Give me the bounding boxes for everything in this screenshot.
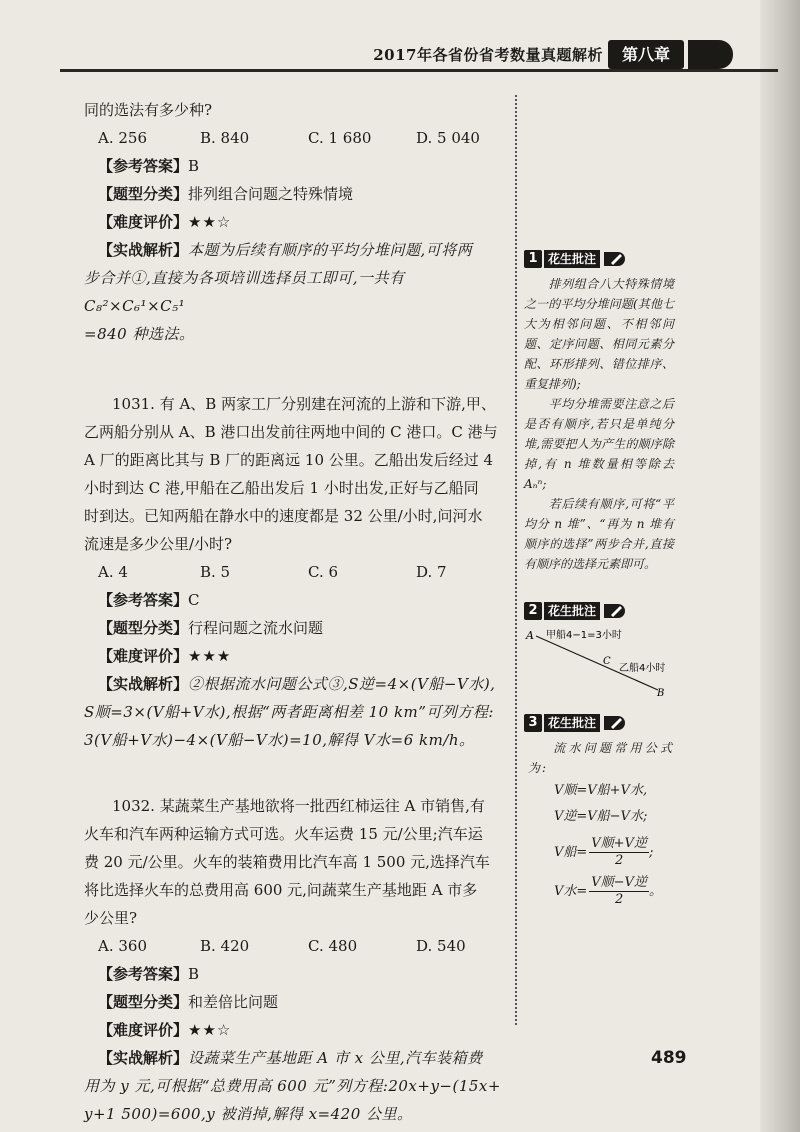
formula-3-lhs: V船=: [554, 844, 588, 860]
pen-icon: [602, 714, 628, 732]
option-d: D. 5 040: [416, 129, 480, 147]
answer-value: B: [188, 157, 200, 175]
q1032-line-5: 少公里?: [84, 909, 138, 927]
running-header: [60, 38, 778, 70]
q1032-line-1: 1032. 某蔬菜生产基地欲将一批西红柿运往 A 市销售,有: [112, 797, 485, 815]
analysis-line-3: =840 种选法。: [84, 325, 195, 343]
point-b: B: [657, 688, 665, 696]
label-boat-yi: 乙船4小时: [619, 663, 666, 674]
q1030-difficulty: [84, 208, 504, 236]
pen-icon: [602, 602, 628, 620]
analysis-line-1: ②根据流水问题公式③,S逆=4×(V船−V水),: [188, 675, 496, 693]
side-note-3: [524, 712, 674, 914]
note-number: 1: [524, 250, 542, 268]
q1031-line-5: 时到达。已知两船在静水中的速度都是 32 公里/小时,问河水: [84, 507, 483, 525]
header-title: 2017年各省份省考数量真题解析: [373, 46, 603, 64]
header-rule: [60, 69, 778, 72]
formula-4-denominator: 2: [614, 892, 624, 907]
q1032-line-3: 费 20 元/公里。火车的装箱费用比汽车高 1 500 元,选择汽车: [84, 853, 490, 871]
option-c: C. 1 680: [308, 129, 372, 147]
chapter-tab: [688, 40, 733, 69]
formula-4-numerator: V顺−V逆: [591, 875, 647, 890]
q1032-analysis: [84, 1044, 504, 1072]
note-number: 3: [524, 714, 542, 732]
answer-value: C: [188, 591, 200, 609]
type-label: 【题型分类】: [98, 993, 189, 1011]
difficulty-label: 【难度评价】: [98, 647, 189, 665]
side-note-1: [524, 248, 674, 574]
analysis-line-1: 本题为后续有顺序的平均分堆问题,可将两: [188, 241, 473, 259]
q1031-analysis: [84, 670, 504, 698]
formula-2: V逆=V船−V水;: [554, 809, 648, 824]
analysis-label: 【实战解析】: [98, 241, 189, 259]
analysis-line-1: 设蔬菜生产基地距 A 市 x 公里,汽车装箱费: [188, 1049, 483, 1067]
note-body: [524, 274, 674, 574]
type-value: 排列组合问题之特殊情境: [188, 185, 354, 203]
q1032-type: [84, 988, 504, 1016]
option-a: A. 360: [98, 937, 147, 955]
note-header: [524, 712, 674, 734]
side-note-2: [524, 600, 674, 702]
difficulty-stars: ★★☆: [188, 213, 232, 231]
analysis-line-2: S顺=3×(V船+V水),根据“两者距离相差 10 km”可列方程:: [84, 703, 494, 721]
note-title: 花生批注: [544, 714, 600, 732]
analysis-line-2: 步合并①,直接为各项培训选择员工即可,一共有 C₈²×C₆¹×C₅¹: [84, 269, 405, 315]
type-value: 和差倍比问题: [188, 993, 279, 1011]
analysis-label: 【实战解析】: [98, 1049, 189, 1067]
q1031-options: [84, 558, 504, 586]
q1031-answer: [84, 586, 504, 614]
option-d: D. 7: [416, 563, 447, 581]
page-edge: [760, 0, 800, 1132]
q1032-options: [84, 932, 504, 960]
main-column: [84, 96, 504, 1128]
option-c: C. 6: [308, 563, 339, 581]
q1031-line-2: 乙两船分别从 A、B 港口出发前往两地中间的 C 港口。C 港与: [84, 423, 498, 441]
q1031-type: [84, 614, 504, 642]
q1032-line-2: 火车和汽车两种运输方式可选。火车运费 15 元/公里;汽车运: [84, 825, 483, 843]
formula-3: V船= V顺+V逆 2 ;: [554, 836, 654, 868]
note-paragraph-1: 排列组合八大特殊情境之一的平均分堆问题(其他七大为相邻问题、不相邻问题、定序问题、相同元素分配、环形排列、错位排序、重复排列);: [524, 277, 674, 391]
q1031-line-6: 流速是多少公里/小时?: [84, 535, 233, 553]
answer-label: 【参考答案】: [98, 157, 189, 175]
q1032-answer: [84, 960, 504, 988]
q1030-options: [84, 124, 504, 152]
note-paragraph-3: 若后续有顺序,可将“平均分 n 堆”、“再为 n 堆有顺序的选择”两步合并,直接有顺序的选择元素即可。: [524, 497, 674, 571]
type-label: 【题型分类】: [98, 619, 189, 637]
option-b: B. 840: [200, 129, 250, 147]
answer-value: B: [188, 965, 200, 983]
q1031-line-1: 1031. 有 A、B 两家工厂分别建在河流的上游和下游,甲、: [112, 395, 496, 413]
label-boat-jia: 甲船4−1=3小时: [546, 630, 622, 641]
note-number: 2: [524, 602, 542, 620]
option-a: A. 4: [98, 563, 128, 581]
q1031-line-4: 小时到达 C 港,甲船在乙船出发后 1 小时出发,正好与乙船同: [84, 479, 479, 497]
difficulty-stars: ★★☆: [188, 1021, 232, 1039]
q1032-difficulty: [84, 1016, 504, 1044]
q1032-line-4: 将比选择火车的总费用高 600 元,问蔬菜生产基地距 A 市多: [84, 881, 478, 899]
point-c: C: [603, 656, 611, 667]
answer-label: 【参考答案】: [98, 965, 189, 983]
page-number: 489: [651, 1048, 687, 1068]
note-intro-text: 流水问题常用公式为:: [528, 741, 674, 775]
option-d: D. 540: [416, 937, 466, 955]
note-paragraph-2: 平均分堆需要注意之后是否有顺序,若只是单纯分堆,需要把人为产生的顺序除掉,有 n 堆数量相等除去 Aₙⁿ;: [524, 397, 674, 491]
q1030-answer: [84, 152, 504, 180]
note-title: 花生批注: [544, 250, 600, 268]
analysis-line-2: 用为 y 元,可根据“总费用高 600 元”列方程:20x+y−(15x+: [84, 1077, 501, 1095]
analysis-label: 【实战解析】: [98, 675, 189, 693]
q1030-analysis: [84, 236, 504, 264]
difficulty-label: 【难度评价】: [98, 1021, 189, 1039]
formula-3-numerator: V顺+V逆: [591, 836, 647, 851]
note-header: [524, 600, 674, 622]
type-value: 行程问题之流水问题: [188, 619, 324, 637]
note-intro: [524, 738, 674, 778]
column-divider: [515, 95, 519, 1025]
analysis-line-3: y+1 500)=600,y 被消掉,解得 x=420 公里。: [84, 1105, 413, 1123]
type-label: 【题型分类】: [98, 185, 189, 203]
q1031-line-3: A 厂的距离比其与 B 厂的距离远 10 公里。乙船出发后经过 4: [84, 451, 494, 469]
q1030-continuation: 同的选法有多少种?: [84, 101, 213, 119]
option-b: B. 5: [200, 563, 231, 581]
point-a: A: [526, 629, 534, 642]
note-title: 花生批注: [544, 602, 600, 620]
formula-4: V水= V顺−V逆 2 。: [554, 875, 662, 907]
formula-4-lhs: V水=: [554, 883, 588, 899]
option-a: A. 256: [98, 129, 147, 147]
river-diagram: [524, 626, 674, 696]
note-header: [524, 248, 674, 270]
chapter-badge: 第八章: [608, 40, 684, 69]
answer-label: 【参考答案】: [98, 591, 189, 609]
formula-1: V顺=V船+V水,: [554, 783, 648, 798]
q1030-type: [84, 180, 504, 208]
difficulty-stars: ★★★: [188, 647, 232, 665]
formula-3-denominator: 2: [614, 853, 624, 868]
q1031-difficulty: [84, 642, 504, 670]
analysis-line-3: 3(V船+V水)−4×(V船−V水)=10,解得 V水=6 km/h。: [84, 731, 475, 749]
option-b: B. 420: [200, 937, 250, 955]
option-c: C. 480: [308, 937, 358, 955]
pen-icon: [602, 250, 628, 268]
difficulty-label: 【难度评价】: [98, 213, 189, 231]
